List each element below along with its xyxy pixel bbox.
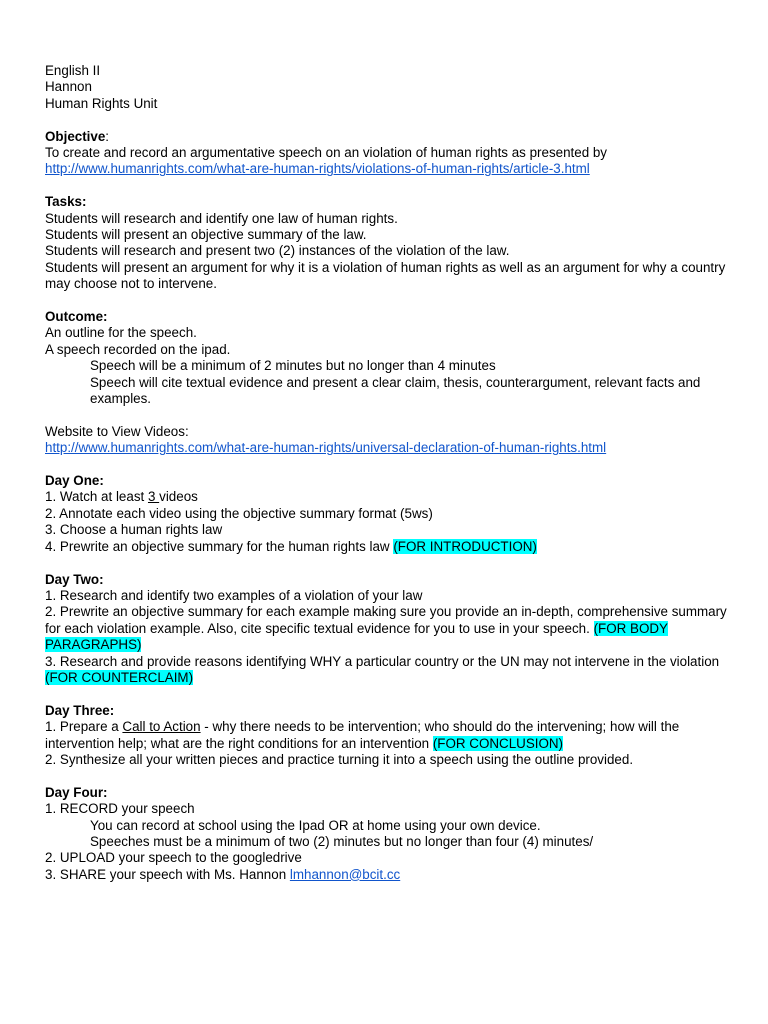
task-item: Students will research and identify one law of human rights.: [45, 210, 398, 226]
objective-heading-line: [45, 129, 728, 145]
task-item: Students will research and present two (2) instances of the violation of the law.: [45, 243, 510, 259]
outcome-subitem: Speech will cite textual evidence and present a clear claim, thesis, counterargument, relevant facts and examples.: [90, 374, 701, 407]
highlight-body-paragraphs: (FOR BODY PARAGRAPHS): [45, 620, 668, 653]
outcome-subitem: Speech will be a minimum of 2 minutes but no longer than 4 minutes: [90, 358, 496, 374]
teacher-name: Hannon: [45, 79, 92, 95]
day-one-item-1: [45, 489, 728, 505]
day-three-heading: Day Three:: [45, 702, 115, 718]
day-two-item-2: [45, 604, 728, 653]
videos-link[interactable]: http://www.humanrights.com/what-are-human-rights/universal-declaration-of-human-rights.html: [45, 440, 607, 456]
objective-heading: Objective: [45, 128, 106, 144]
course-name: English II: [45, 63, 101, 78]
day-one-item-1-end: videos: [159, 489, 198, 505]
day-four-subitem: Speeches must be a minimum of two (2) minutes but no longer than four (4) minutes/: [90, 833, 594, 849]
day-one-item-4: [45, 539, 728, 555]
day-one-item-4-text: 4. Prewrite an objective summary for the human rights law: [45, 538, 394, 554]
day-three-item-2: 2. Synthesize all your written pieces and practice turning it into a speech using the outline provided.: [45, 751, 634, 767]
day-two-item-2-text: 2. Prewrite an objective summary for each example making sure you provide an in-depth, comprehensive summary for each violation example. Also, cite specific textual evidence for you to use in your speech.: [45, 604, 727, 636]
day-one-item-2: 2. Annotate each video using the objective summary format (5ws): [45, 505, 433, 521]
call-to-action-term: Call to Action: [122, 719, 201, 735]
day-four-item-2: 2. UPLOAD your speech to the googledrive: [45, 850, 302, 866]
objective-colon: :: [105, 128, 110, 144]
objective-text: To create and record an argumentative speech on an violation of human rights as presented by: [45, 145, 608, 161]
day-four-item-1: 1. RECORD your speech: [45, 801, 195, 817]
tasks-heading: Tasks:: [45, 194, 87, 210]
objective-link[interactable]: http://www.humanrights.com/what-are-human-rights/violations-of-human-rights/article-3.html: [45, 161, 590, 177]
day-three-item-1-text: 1. Prepare a: [45, 719, 123, 735]
task-item: Students will present an argument for why it is a violation of human rights as well as an argument for why a country may choose not to intervene.: [45, 259, 726, 292]
day-two-item-3-text: 3. Research and provide reasons identifying WHY a particular country or the UN may not intervene in the violation: [45, 653, 720, 669]
day-four-subitem: You can record at school using the Ipad OR at home using your own device.: [90, 817, 541, 833]
day-two-item-1: 1. Research and identify two examples of a violation of your law: [45, 587, 423, 603]
day-four-item-3-text: 3. SHARE your speech with Ms. Hannon: [45, 866, 290, 882]
highlight-conclusion: (FOR CONCLUSION): [432, 735, 564, 751]
highlight-counterclaim: (FOR COUNTERCLAIM): [45, 669, 194, 685]
outcome-item: A speech recorded on the ipad.: [45, 341, 231, 357]
day-two-heading: Day Two:: [45, 571, 104, 587]
unit-name: Human Rights Unit: [45, 95, 158, 111]
day-one-item-1-count: 3: [147, 489, 160, 505]
day-four-heading: Day Four:: [45, 784, 108, 800]
day-four-item-3: [45, 867, 728, 883]
outcome-heading: Outcome:: [45, 309, 108, 325]
day-one-heading: Day One:: [45, 473, 104, 489]
day-one-item-3: 3. Choose a human rights law: [45, 522, 223, 538]
day-three-item-1-rest: - why there needs to be intervention; who should do the intervening; how will the intervention help; what are the right conditions for an intervention: [45, 719, 680, 751]
day-three-item-1: [45, 719, 728, 752]
task-item: Students will present an objective summary of the law.: [45, 227, 367, 243]
day-one-item-1-text: 1. Watch at least: [45, 489, 148, 505]
outcome-item: An outline for the speech.: [45, 325, 197, 341]
videos-label: Website to View Videos:: [45, 423, 189, 439]
email-link[interactable]: lmhannon@bcit.cc: [289, 866, 401, 882]
day-two-item-3: [45, 654, 728, 687]
highlight-introduction: (FOR INTRODUCTION): [393, 538, 537, 554]
